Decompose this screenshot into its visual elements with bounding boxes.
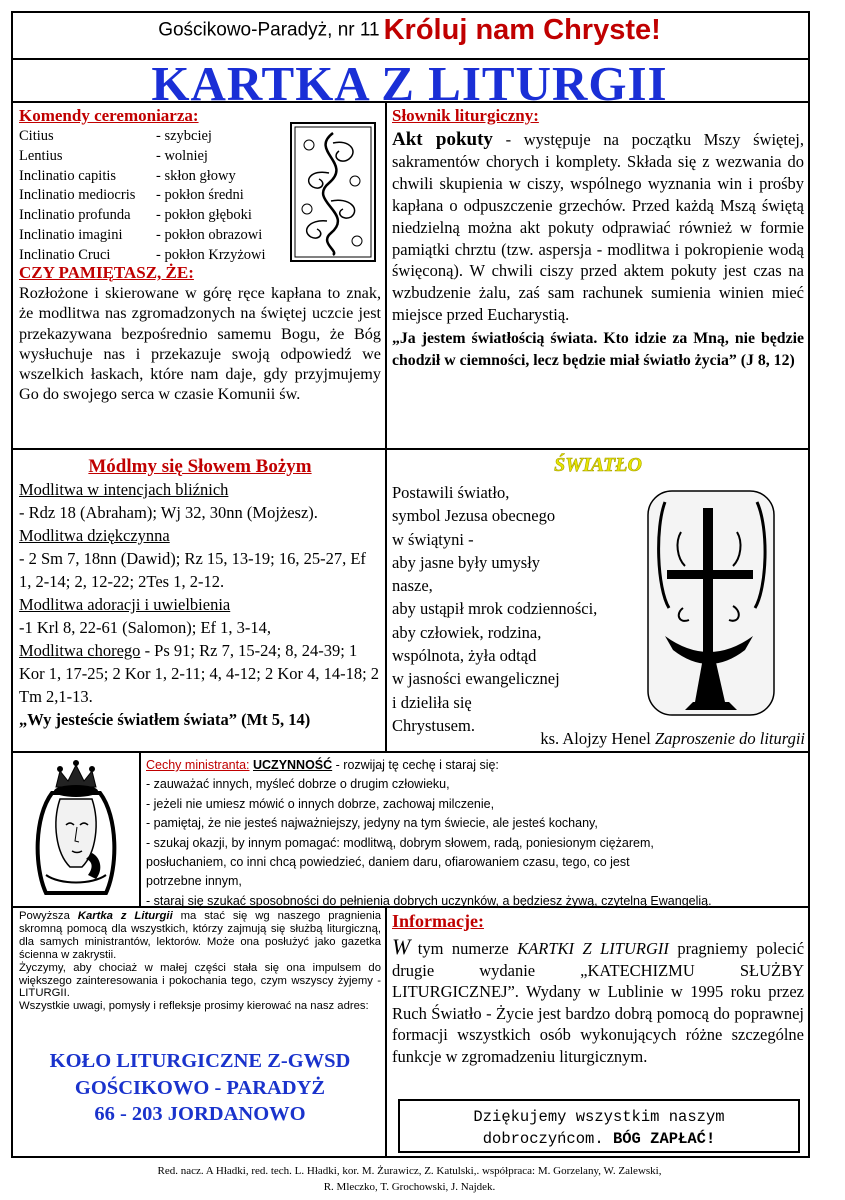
poem-line: aby jasne były umysły [392, 552, 541, 572]
info-initial: W [392, 934, 410, 959]
command-row: Lentius - wolniej [19, 147, 208, 164]
address-block [15, 1048, 385, 1128]
trait-item: - staraj się szukać sposobności do pełnienia dobrych uczynków, a będziesz żywą, czytelną Ewangelią. [146, 893, 712, 908]
prayer-thanks-text: - 2 Sm 7, 18nn (Dawid); Rz 15, 13-19; 16, 25-27, Ef 1, 2-14; 2, 12-22; 2Tes 1, 2-12. [19, 549, 366, 591]
trait-item: - szukaj okazji, by innym pomagać: modlitwą, dobrym słowem, radą, poniesionym ciężarem, posłuchaniem, co inni chcą powiedzieć, daniem daru, ofiarowaniem czasu, tego, co jest potrzebne innym, [146, 835, 654, 889]
prayer-sick-text: - Ps 91; Rz 7, 15-24; 8, 24-39; 1 Kor 1, 17-25; 2 Kor 1, 2-11; 4, 4-12; 2 Kor 4, 14-18; 2 Tm 2,1-13. [19, 641, 380, 706]
thanks-line: Dziękujemy wszystkim naszym [473, 1108, 725, 1126]
candle-cross-illustration [645, 488, 777, 718]
address-line: 66 - 203 JORDANOWO [94, 1103, 306, 1125]
about-contact: Wszystkie uwagi, pomysły i refleksje prosimy kierować na nasz adres: [19, 1000, 369, 1013]
dictionary-quote: „Ja jestem światłością świata. Kto idzie za Mną, nie będzie chodził w ciemności, lecz będzie miał światło życia” (J 8, 12) [392, 330, 804, 369]
prayer-adoration-text: -1 Krl 8, 22-61 (Salomon); Ef 1, 3-14, [19, 618, 272, 637]
trait-item: - zauważać innych, myśleć dobrze o drugim człowieku, [146, 777, 450, 792]
page-header [11, 14, 808, 58]
poem-line: Postawili światło, [392, 483, 510, 502]
prayer-quote: „Wy jesteście światłem świata” (Mt 5, 14) [19, 710, 311, 729]
about-section [19, 910, 381, 1013]
remember-heading: CZY PAMIĘTASZ, ŻE: [19, 263, 194, 282]
poem-attribution [392, 729, 805, 749]
prayer-adoration-heading: Modlitwa adoracji i uwielbienia [19, 595, 231, 614]
remember-section [19, 263, 381, 405]
command-row: Inclinatio Cruci - pokłon Krzyżowi [19, 246, 266, 263]
prayer-intercession-heading: Modlitwa w intencjach bliźnich [19, 480, 229, 499]
traits-trait: UCZYNNOŚĆ [253, 758, 333, 772]
traits-intro: - rozwijaj tę cechę i staraj się: [332, 758, 499, 772]
commands-heading: Komendy ceremoniarza: [19, 106, 199, 125]
ornament-illustration [289, 121, 377, 263]
remember-text: Rozłożone i skierowane w górę ręce kapłana to znak, że modlitwa nas zgromadzonych na świętej uczcie jest przekazywana bezpośrednio samemu Bogu, że Bóg wysłuchuje nas i przekazuje swoją odpowiedź we wszelkich łaskach, które nam daje, gdy przyjmujemy Go do swojego serca w czasie Komunii św. [19, 284, 381, 404]
address-line: KOŁO LITURGICZNE Z-GWSD [49, 1050, 351, 1072]
footer-line: R. Mleczko, T. Grochowski, J. Najdek. [323, 1181, 496, 1193]
address-line: GOŚCIKOWO - PARADYŻ [74, 1076, 326, 1099]
traits-heading [146, 756, 804, 775]
info-heading: Informacje: [392, 911, 484, 931]
prayer-sick [19, 639, 381, 708]
poem-line: i dzieliła się [392, 692, 472, 712]
footer-line: Red. nacz. A Hładki, red. tech. L. Hładki, kor. M. Żurawicz, Z. Katulski,. współpraca: M. Gorzelany, W. Zalewski, [157, 1165, 662, 1177]
editorial-footer [11, 1163, 808, 1195]
command-row: Inclinatio profunda - pokłon głęboki [19, 207, 252, 224]
poem-line: wspólnota, żyła odtąd [392, 646, 537, 666]
traits-label: Cechy ministranta: [146, 758, 250, 772]
trait-item: - pamiętaj, że nie jesteś najważniejszy, jedyny na tym świecie, ale jesteś kochany, [146, 816, 598, 831]
poem-line: Chrystusem. [392, 715, 475, 735]
poem-line: nasze, [392, 576, 433, 596]
command-row: Citius - szybciej [19, 128, 212, 144]
thanks-line: dobroczyńcom. BÓG ZAPŁAĆ! [482, 1130, 716, 1148]
poem-text [392, 481, 642, 737]
poem-title: ŚWIATŁO [554, 454, 642, 476]
dictionary-term: Akt pokuty [392, 129, 493, 150]
divider-col-bottom [385, 906, 387, 1156]
divider-col-top [385, 101, 387, 751]
dictionary-section [392, 106, 804, 371]
traits-section [146, 756, 804, 911]
info-newsletter-name: KARTKI Z LITURGII [517, 939, 669, 958]
about-wish: Życzymy, aby chociaż w małej części stała się ona impulsem do większego zainteresowania i pokochania tego, czym wszyscy żyjemy - LITURGII. [19, 961, 381, 1000]
command-row: Inclinatio mediocris - pokłon średni [19, 187, 244, 204]
info-text: W tym numerze KARTKI Z LITURGII pragniemy polecić drugie wydanie „KATECHIZMU SŁUŻBY LITURGICZNEJ”. Wydany w Lublinie w 1995 roku przez Ruch Światło - Życie jest bardzo dobrą pomocą do poprawnej formacji wszystkich osób wykonujących różne szczególne funkcje w zgromadzeniu liturgicznym. [392, 934, 805, 1066]
prayer-section [19, 455, 381, 731]
issue-location: Gościkowo-Paradyż, nr 11 [158, 19, 380, 41]
thanks-box [398, 1099, 800, 1153]
poem-line: aby człowiek, rodzina, [392, 622, 542, 642]
command-row: Inclinatio imagini - pokłon obrazowi [19, 226, 263, 243]
divider-row2 [11, 751, 808, 753]
prayer-intercession-text: - Rdz 18 (Abraham); Wj 32, 30nn (Mojżesz). [19, 503, 318, 522]
poem-line: w świątyni - [392, 529, 474, 549]
dictionary-text: Akt pokuty - występuje na początku Mszy świętej, sakramentów chorych i komplety. Składa się z wezwania do chwili skupienia w ciszy, wspólnego wyznania win i prośby kapłana o odpuszczenie grzechów. Przed każdą Mszą świętą niedzielną można akt pokuty odprawiać również w formie pamiątki chrztu (tzw. aspersja - modlitwa i pokropienie wodą święconą). W chwili ciszy przed aktem pokuty jest czas na wzbudzenie żalu, zaś sam rachunek sumienia winien mieć miejsce przed Eucharystią. [392, 129, 804, 325]
about-text: Powyższa Kartka z Liturgii ma stać się wg naszego pragnienia skromną pomocą dla wszystkich, którzy zajmują się służbą liturgiczną, dla samych ministrantów, lektorów. Może ona posłużyć jako gazetka ścienna w zakrystii. [19, 910, 381, 961]
thanks-emphasis: BÓG ZAPŁAĆ! [612, 1130, 716, 1148]
poem-line: aby ustąpił mrok codzienności, [392, 599, 598, 619]
poem-author: ks. Alojzy Henel [540, 729, 651, 748]
info-section [392, 911, 804, 1068]
command-row: Inclinatio capitis - skłon głowy [19, 167, 236, 184]
poem-source: Zaproszenie do liturgii [654, 729, 805, 748]
divider-traits [139, 751, 141, 906]
prayer-thanks-heading: Modlitwa dziękczynna [19, 526, 170, 545]
prayer-sick-heading: Modlitwa chorego [19, 641, 141, 660]
poem-line: w jasności ewangelicznej [392, 669, 560, 689]
madonna-illustration [26, 757, 126, 899]
divider-row1 [11, 448, 808, 450]
trait-item: - jeżeli nie umiesz mówić o innych dobrze, zachowaj milczenie, [146, 796, 495, 811]
poem-line: symbol Jezusa obecnego [392, 506, 556, 526]
about-newsletter-name: Kartka z Liturgii [77, 910, 173, 922]
prayer-heading: Módlmy się Słowem Bożym [88, 456, 312, 477]
header-motto: Króluj nam Chryste! [383, 14, 661, 46]
dictionary-heading: Słownik liturgiczny: [392, 106, 539, 125]
newsletter-title: KARTKA Z LITURGII [151, 56, 668, 111]
